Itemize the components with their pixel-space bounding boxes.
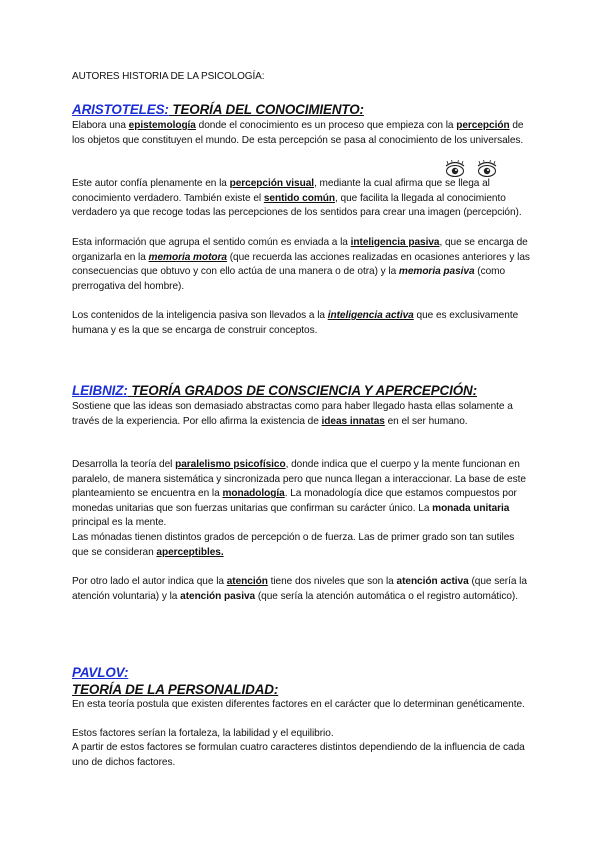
keyword-monada-unitaria: monada unitaria: [432, 502, 510, 514]
pavlov-heading: [72, 664, 128, 681]
keyword-memoria-motora: memoria motora: [148, 251, 227, 263]
pavlov-paragraph-2: Estos factores serían la fortaleza, la labilidad y el equilibrio.: [72, 728, 334, 739]
aristoteles-paragraph-4: Los contenidos de la inteligencia pasiva son llevados a la inteligencia activa que es exclusivamente humana y es la que se encarga de construir conceptos.: [72, 310, 519, 336]
eyes-illustration: [444, 160, 498, 178]
leibniz-theory: TEORÍA GRADOS DE CONSCIENCIA Y APERCEPCIÓN:: [127, 383, 477, 398]
pavlov-paragraph-3: A partir de estos factores se formulan cuatro caracteres distintos dependiendo de la influencia de cada uno de dichos factores.: [72, 742, 525, 768]
leibniz-paragraph-2: Desarrolla la teoría del paralelismo psicofísico, donde indica que el cuerpo y la mente funcionan en paralelo, de manera sistemática y sincronizada pero que nunca llegan a interaccionar. La base de este planteamiento se encuentra en la monadología. La monadología dice que estamos compuestos por monedas unitarias que son fuerzas unitarias que confirman su carácter único. La monada unitaria principal es la mente. Las mónadas tienen distintos grados de percepción o de fuerza. Las de primer grado son tan sutiles que se consideran aperceptibles.: [72, 459, 526, 558]
leibniz-paragraph-1: Sostiene que las ideas son demasiado abstractas como para haber llegado hasta ellas solamente a través de la experiencia. Por ello afirma la existencia de ideas innatas en el ser humano.: [72, 401, 513, 427]
pavlov-author: PAVLOV:: [72, 665, 129, 680]
keyword-percepcion-visual: percepción visual: [229, 178, 315, 189]
keyword-inteligencia-activa: inteligencia activa: [327, 310, 414, 321]
leibniz-paragraph-3: Por otro lado el autor indica que la atención tiene dos niveles que son la atención activa (que sería la atención voluntaria) y la atención pasiva (que sería la atención automática o el registro automático).: [72, 576, 527, 602]
eye-icon: [476, 160, 498, 178]
document-title: AUTORES HISTORIA DE LA PSICOLOGÍA:: [72, 71, 265, 82]
aristoteles-paragraph-3: Esta información que agrupa el sentido común es enviada a la inteligencia pasiva, que se encarga de organizarla en la memoria motora (que recuerda las acciones realizadas en ocasiones anteriores y las consecuencias que obtuvo y con ello actúa de una manera o de otra) y la memoria pasiva (como prerrogativa del hombre).: [72, 237, 530, 292]
aristoteles-paragraph-1: Elabora una epistemología donde el conocimiento es un proceso que empieza con la percepción de los objetos que constituyen el mundo. De esta percepción se pasa al conocimiento de los universales.: [72, 120, 524, 146]
keyword-sentido-comun: sentido común: [263, 192, 335, 204]
keyword-aperceptibles: aperceptibles.: [156, 546, 224, 558]
keyword-paralelismo-psicofisico: paralelismo psicofísico: [175, 459, 286, 470]
keyword-monadologia: monadología: [222, 488, 285, 500]
leibniz-heading: [72, 382, 477, 399]
pavlov-theory-heading: [72, 681, 278, 698]
aristoteles-paragraph-2: Este autor confía plenamente en la percepción visual, mediante la cual afirma que se llega al conocimiento verdadero. También existe el sentido común, que facilita la llegada al conocimiento verdadero ya que recoge todas las percepciones de los sentidos para crear una imagen (percepción).: [72, 178, 522, 219]
keyword-atencion-activa: atención activa: [396, 576, 469, 587]
keyword-atencion: atención: [226, 576, 268, 587]
pavlov-theory: TEORÍA DE LA PERSONALIDAD:: [72, 682, 279, 697]
keyword-inteligencia-pasiva: inteligencia pasiva: [350, 237, 440, 248]
aristoteles-theory: TEORÍA DEL CONOCIMIENTO:: [168, 102, 364, 117]
leibniz-author: LEIBNIZ:: [72, 383, 128, 398]
aristoteles-heading: [72, 101, 364, 118]
keyword-atencion-pasiva: atención pasiva: [180, 590, 256, 602]
keyword-memoria-pasiva: memoria pasiva: [398, 266, 475, 278]
aristoteles-author: ARISTOTELES:: [72, 102, 169, 117]
keyword-ideas-innatas: ideas innatas: [321, 415, 385, 427]
eye-icon: [444, 160, 466, 178]
pavlov-paragraph-1: En esta teoría postula que existen diferentes factores en el carácter que lo determinan genéticamente.: [72, 699, 525, 710]
keyword-percepcion: percepción: [456, 120, 510, 131]
keyword-epistemologia: epistemología: [128, 120, 196, 131]
